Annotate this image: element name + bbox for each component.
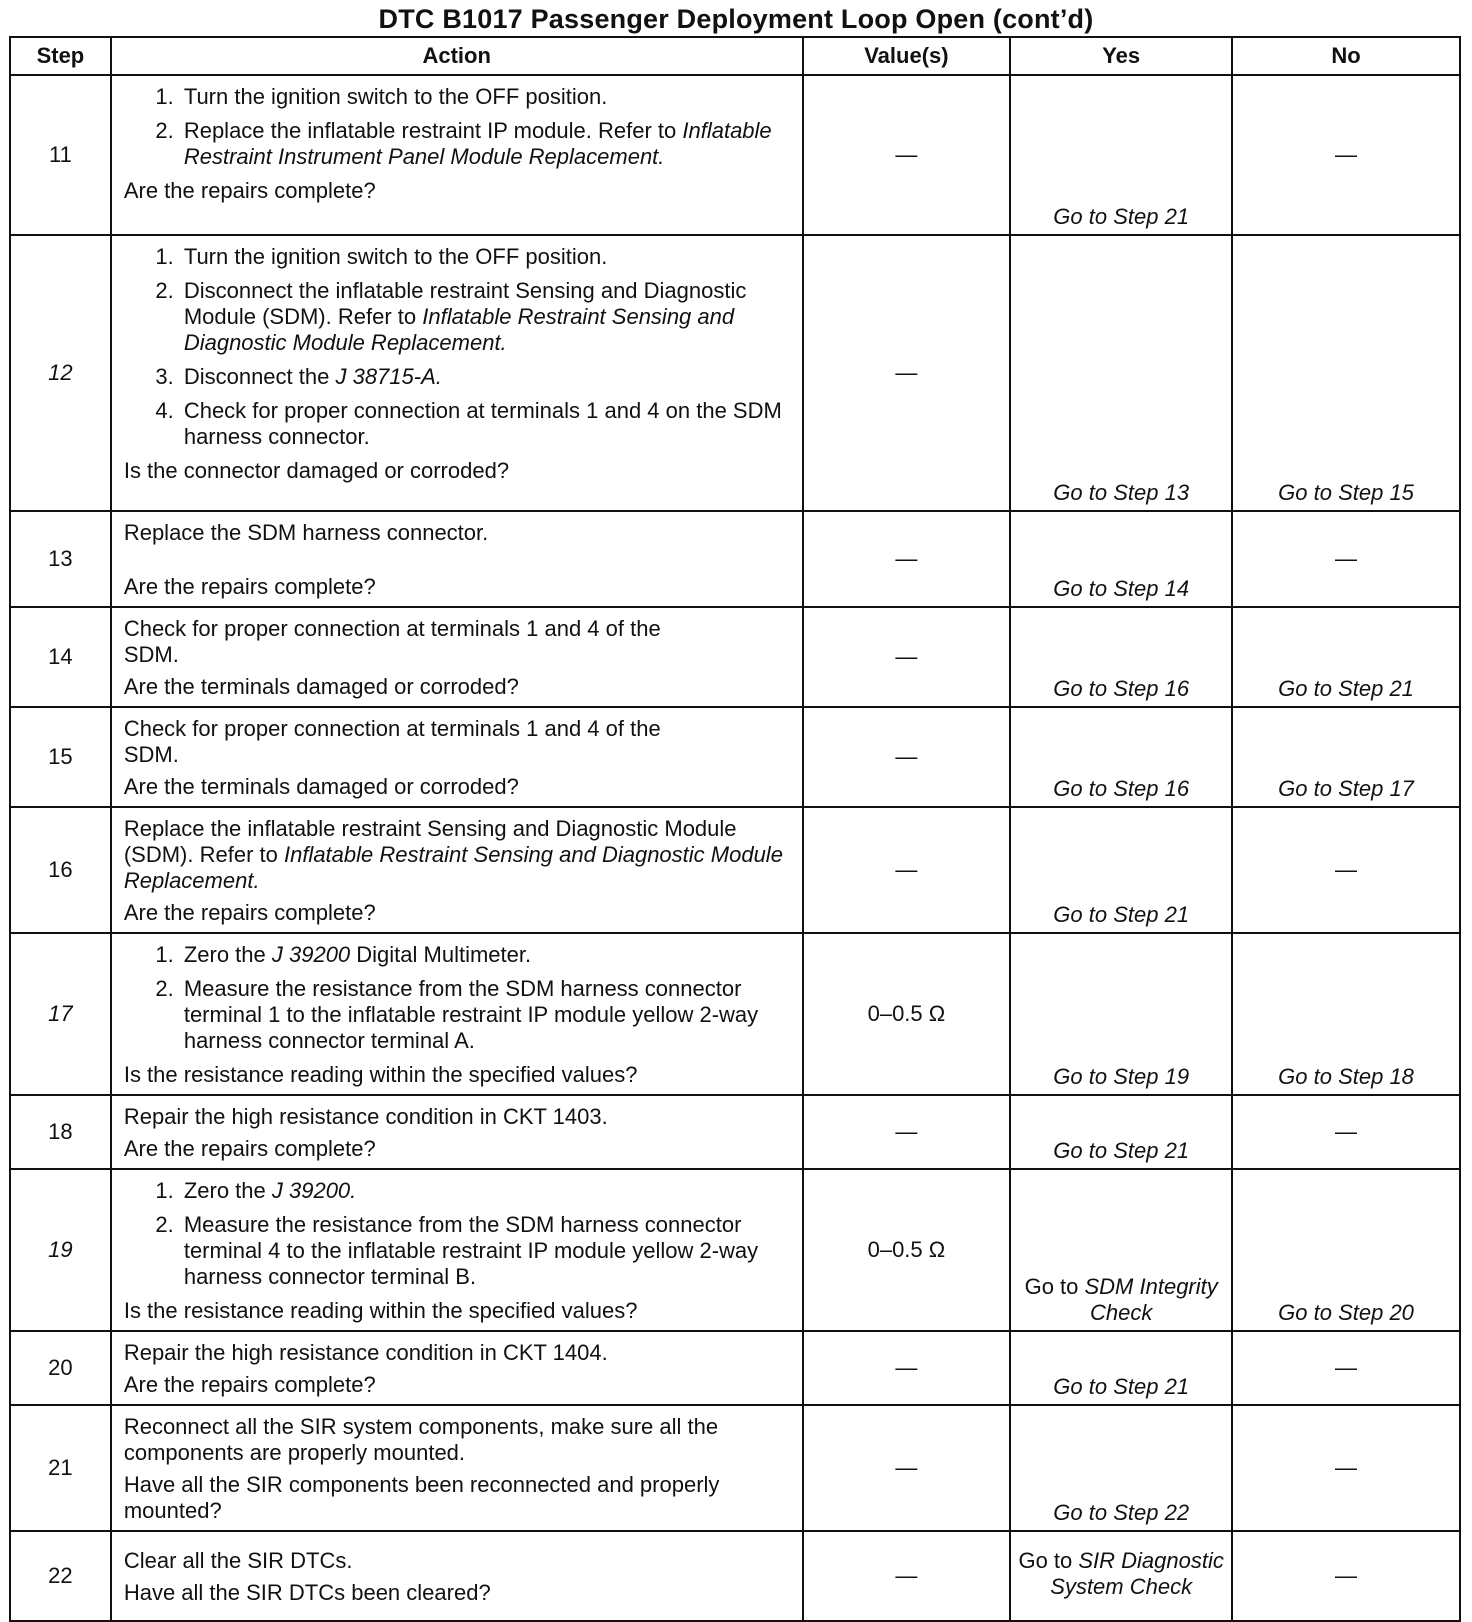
step-number: 12 — [10, 235, 111, 511]
diagnostic-table — [9, 36, 1461, 1622]
no-cell: Go to Step 17 — [1232, 707, 1460, 807]
action-text: Reconnect all the SIR system components, make sure all the components are properly mounted. — [123, 1414, 719, 1465]
value-cell: — — [803, 235, 1011, 511]
step-number: 13 — [10, 511, 111, 607]
action-question: Is the connector damaged or corroded? — [123, 458, 510, 483]
action-text: Repair the high resistance condition in CKT 1403. — [123, 1104, 608, 1129]
action-cell — [111, 1405, 803, 1531]
action-item: 1. Zero the J 39200. — [180, 1178, 790, 1204]
step-number: 21 — [10, 1405, 111, 1531]
yes-cell: Go to Step 16 — [1010, 707, 1232, 807]
no-cell: — — [1232, 1095, 1460, 1169]
table-row — [10, 1095, 1460, 1169]
value-cell: — — [803, 511, 1011, 607]
no-cell: Go to Step 15 — [1232, 235, 1460, 511]
value-cell: — — [803, 75, 1011, 235]
action-question: Have all the SIR components been reconnected and properly mounted? — [123, 1472, 720, 1523]
yes-cell: Go to Step 19 — [1010, 933, 1232, 1095]
yes-cell: Go to SIR Diagnostic System Check — [1010, 1531, 1232, 1621]
no-cell: Go to Step 18 — [1232, 933, 1460, 1095]
table-row — [10, 1405, 1460, 1531]
step-number: 11 — [10, 75, 111, 235]
yes-cell: Go to Step 21 — [1010, 807, 1232, 933]
action-question: Are the repairs complete? — [123, 900, 376, 925]
header-yes: Yes — [1010, 37, 1232, 75]
header-step: Step — [10, 37, 111, 75]
step-number: 16 — [10, 807, 111, 933]
step-number: 19 — [10, 1169, 111, 1331]
value-cell: — — [803, 1331, 1011, 1405]
table-row — [10, 511, 1460, 607]
table-row — [10, 807, 1460, 933]
no-cell: Go to Step 21 — [1232, 607, 1460, 707]
value-cell: 0–0.5 Ω — [803, 933, 1011, 1095]
value-cell: 0–0.5 Ω — [803, 1169, 1011, 1331]
value-cell: — — [803, 1531, 1011, 1621]
table-row — [10, 1331, 1460, 1405]
action-text: Repair the high resistance condition in CKT 1404. — [123, 1340, 608, 1365]
action-cell — [111, 75, 803, 235]
action-question: Are the repairs complete? — [123, 574, 376, 599]
action-question: Is the resistance reading within the specified values? — [123, 1062, 638, 1087]
no-cell: — — [1232, 1531, 1460, 1621]
yes-cell: Go to Step 14 — [1010, 511, 1232, 607]
value-cell: — — [803, 1095, 1011, 1169]
table-row — [10, 1169, 1460, 1331]
action-question: Are the terminals damaged or corroded? — [123, 774, 519, 799]
action-question: Are the repairs complete? — [123, 178, 376, 203]
no-cell: — — [1232, 511, 1460, 607]
step-number: 18 — [10, 1095, 111, 1169]
action-question: Have all the SIR DTCs been cleared? — [123, 1580, 491, 1605]
no-cell: — — [1232, 1405, 1460, 1531]
table-row — [10, 235, 1460, 511]
header-row — [10, 37, 1460, 75]
action-item: 3. Disconnect the J 38715-A. — [180, 364, 790, 390]
action-cell — [111, 807, 803, 933]
action-question: Are the repairs complete? — [123, 1372, 376, 1397]
yes-cell: Go to Step 21 — [1010, 1095, 1232, 1169]
action-question: Are the repairs complete? — [123, 1136, 376, 1161]
step-number: 22 — [10, 1531, 111, 1621]
action-question: Is the resistance reading within the specified values? — [123, 1298, 638, 1323]
value-cell: — — [803, 707, 1011, 807]
action-cell — [111, 1095, 803, 1169]
step-number: 20 — [10, 1331, 111, 1405]
action-cell — [111, 1331, 803, 1405]
action-cell — [111, 933, 803, 1095]
no-cell: — — [1232, 1331, 1460, 1405]
action-question: Are the terminals damaged or corroded? — [123, 674, 519, 699]
action-cell — [111, 235, 803, 511]
action-cell — [111, 607, 803, 707]
action-cell — [111, 511, 803, 607]
no-cell: Go to Step 20 — [1232, 1169, 1460, 1331]
action-item: 2. Replace the inflatable restraint IP module. Refer to Inflatable Restraint Instrument Panel Module Replacement. — [180, 118, 790, 170]
yes-cell: Go to Step 21 — [1010, 1331, 1232, 1405]
header-no: No — [1232, 37, 1460, 75]
table-row — [10, 607, 1460, 707]
action-item: 2. Disconnect the inflatable restraint Sensing and Diagnostic Module (SDM). Refer to Inflatable Restraint Sensing and Diagnostic Module Replacement. — [180, 278, 790, 356]
action-item: 1. Turn the ignition switch to the OFF position. — [180, 244, 790, 270]
action-item: 2. Measure the resistance from the SDM harness connector terminal 4 to the inflatable restraint IP module yellow 2-way harness connector terminal B. — [180, 1212, 790, 1290]
value-cell: — — [803, 807, 1011, 933]
action-cell — [111, 1169, 803, 1331]
value-cell: — — [803, 1405, 1011, 1531]
yes-cell: Go to Step 16 — [1010, 607, 1232, 707]
table-row — [10, 707, 1460, 807]
action-text: Check for proper connection at terminals 1 and 4 of the SDM. — [123, 616, 661, 667]
header-action: Action — [111, 37, 803, 75]
action-text: Replace the SDM harness connector. — [123, 520, 489, 545]
value-cell: — — [803, 607, 1011, 707]
step-number: 17 — [10, 933, 111, 1095]
no-cell: — — [1232, 807, 1460, 933]
table-row — [10, 933, 1460, 1095]
header-values: Value(s) — [803, 37, 1011, 75]
table-row — [10, 75, 1460, 235]
action-text: Clear all the SIR DTCs. — [123, 1548, 353, 1573]
step-number: 15 — [10, 707, 111, 807]
yes-cell: Go to SDM Integrity Check — [1010, 1169, 1232, 1331]
action-cell — [111, 1531, 803, 1621]
step-number: 14 — [10, 607, 111, 707]
action-item: 1. Turn the ignition switch to the OFF position. — [180, 84, 790, 110]
table-row — [10, 1531, 1460, 1621]
action-item: 2. Measure the resistance from the SDM harness connector terminal 1 to the inflatable restraint IP module yellow 2-way harness connector terminal A. — [180, 976, 790, 1054]
action-item: 1. Zero the J 39200 Digital Multimeter. — [180, 942, 790, 968]
action-text: Replace the inflatable restraint Sensing and Diagnostic Module (SDM). Refer to Inflatable Restraint Sensing and Diagnostic Module Replacement. — [123, 816, 783, 893]
no-cell: — — [1232, 75, 1460, 235]
yes-cell: Go to Step 22 — [1010, 1405, 1232, 1531]
action-text: Check for proper connection at terminals 1 and 4 of the SDM. — [123, 716, 661, 767]
page-title: DTC B1017 Passenger Deployment Loop Open (cont’d) — [378, 4, 1094, 34]
yes-cell: Go to Step 13 — [1010, 235, 1232, 511]
action-cell — [111, 707, 803, 807]
action-item: 4. Check for proper connection at terminals 1 and 4 on the SDM harness connector. — [180, 398, 790, 450]
yes-cell: Go to Step 21 — [1010, 75, 1232, 235]
